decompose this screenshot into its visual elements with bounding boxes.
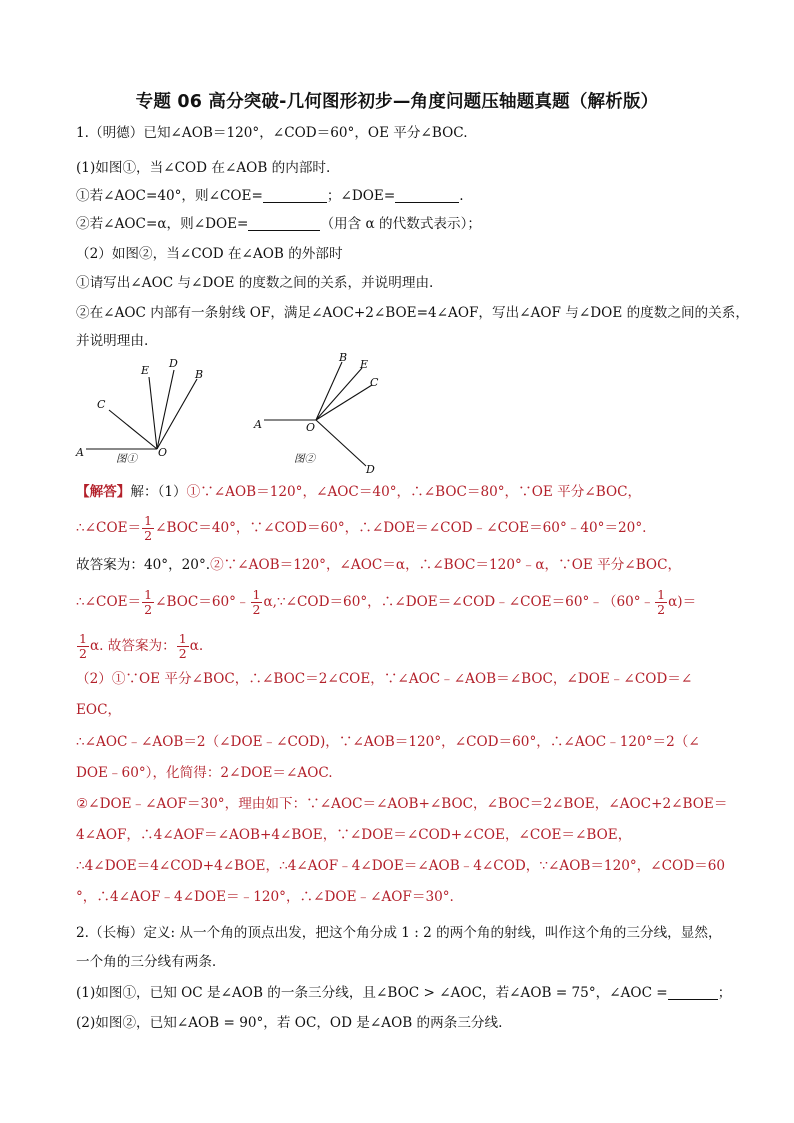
fraction-half: [177, 632, 189, 661]
fig1-label-d: D: [169, 357, 178, 370]
fig1-ray-oc: [109, 410, 157, 449]
q1-part1b-end: （用含 α 的代数式表示）；: [320, 216, 482, 232]
answer-l1-b: ①∵∠AOB＝120°，∠AOC＝40°，∴∠BOC＝80°，∵OE 平分∠BOC，: [186, 484, 642, 500]
fig1-ray-od: [157, 370, 174, 449]
page-title: 专题 06 高分突破-几何图形初步—角度问题压轴题真题（解析版）: [135, 92, 659, 112]
frac-den: 2: [79, 646, 87, 661]
answer-line-1: [76, 482, 641, 502]
answer-l1-a: 解：（1）: [130, 484, 187, 500]
fig1-label-b: B: [195, 368, 204, 381]
answer-line-4: [76, 588, 696, 617]
answer-line-9: DOE﹣60°），化简得：2∠DOE＝∠AOC.: [76, 765, 333, 781]
answer-l4-b: ∠BOC＝60°﹣: [155, 594, 250, 610]
fig1-caption: 图①: [116, 453, 137, 465]
frac-num: 1: [144, 587, 153, 602]
answer-blank-aoc[interactable]: [668, 985, 718, 1000]
q2-line-3: [76, 983, 731, 1003]
q1-part2b: ②在∠AOC 内部有一条射线 OF，满足∠AOC+2∠BOE=4∠AOF，写出∠AOF 与∠DOE 的度数之间的关系，: [76, 305, 749, 321]
fig2-label-c: C: [370, 376, 379, 389]
fig2-label-a: A: [254, 418, 262, 431]
frac-num: 1: [252, 587, 261, 602]
frac-den: 2: [657, 602, 666, 617]
fraction-half: [142, 514, 154, 543]
answer-line-10: ②∠DOE﹣∠AOF＝30°，理由如下：∵∠AOC＝∠AOB+∠BOC，∠BOC＝2∠BOE，∠AOC+2∠BOE＝: [76, 796, 728, 812]
fig2-ray-od: [316, 420, 366, 466]
fraction-half: [251, 588, 263, 617]
answer-l3-b: ②∵∠AOB＝120°，∠AOC＝α，∴∠BOC＝120°﹣α，∵OE 平分∠BOC，: [210, 557, 682, 573]
answer-l4-a: ∴∠COE＝: [76, 594, 142, 610]
fraction-half: [77, 632, 89, 661]
fig2-caption: 图②: [294, 453, 315, 465]
q1-part2: （2）如图②，当∠COD 在∠AOB 的外部时: [76, 246, 343, 262]
q1-part1b-pre: ②若∠AOC=α，则∠DOE=: [76, 216, 249, 232]
answer-line-13: °，∴4∠AOF﹣4∠DOE＝﹣120°，∴∠DOE﹣∠AOF＝30°.: [76, 889, 454, 905]
frac-num: 1: [657, 587, 666, 602]
fig1-ray-oe: [149, 377, 157, 449]
fig2-label-b: B: [339, 351, 348, 364]
answer-line-7: EOC，: [76, 702, 122, 718]
fig2-ray-oe: [316, 368, 362, 420]
answer-l5-a: α. 故答案为：: [89, 638, 176, 654]
answer-line-2: [76, 514, 646, 543]
answer-l5-b: α.: [189, 638, 204, 654]
fig1-ray-ob: [157, 379, 197, 449]
answer-l2-a: ∴∠COE＝: [76, 520, 142, 536]
frac-num: 1: [79, 631, 87, 646]
q1-part1a-pre: ①若∠AOC=40°，则∠COE=: [76, 188, 263, 204]
q2-l3-end: ；: [717, 985, 732, 1001]
answer-line-8: ∴∠AOC﹣∠AOB＝2（∠DOE﹣∠COD)，∵∠AOB＝120°，∠COD＝60°，∴∠AOC﹣120°＝2（∠: [76, 734, 700, 750]
fig2-label-o: O: [306, 421, 316, 434]
fig1-label-a: A: [76, 446, 84, 459]
answer-line-12: ∴4∠DOE＝4∠COD+4∠BOE，∴4∠AOF﹣4∠DOE＝∠AOB﹣4∠COD，∵∠AOB＝120°，∠COD＝60: [76, 858, 725, 874]
q2-line-4: (2)如图②，已知∠AOB = 90°，若 OC，OD 是∠AOB 的两条三分线.: [76, 1015, 503, 1031]
answer-line-6: （2）①∵OE 平分∠BOC，∴∠BOC＝2∠COE，∵∠AOC﹣∠AOB＝∠BOC，∠DOE﹣∠COD＝∠: [76, 671, 693, 687]
fraction-half: [142, 588, 154, 617]
q1-part2b-cont: 并说明理由.: [76, 333, 149, 349]
q1-stem: 1.（明德）已知∠AOB＝120°，∠COD＝60°，OE 平分∠BOC.: [76, 125, 468, 141]
answer-l4-c: α,∵∠COD＝60°，∴∠DOE＝∠COD﹣∠COE＝60°﹣（60°﹣: [263, 594, 655, 610]
frac-den: 2: [178, 646, 187, 661]
fig1-label-e: E: [141, 364, 150, 377]
q1-part1a-mid: ；∠DOE=: [326, 188, 396, 204]
answer-line-11: 4∠AOF，∴4∠AOF＝∠AOB+4∠BOE，∵∠DOE＝∠COD+∠COE，∠COE＝∠BOE，: [76, 827, 632, 843]
q1-part1a-end: .: [459, 188, 464, 204]
answer-line-3: [76, 555, 681, 575]
q2-l3-pre: (1)如图①，已知 OC 是∠AOB 的一条三分线，且∠BOC > ∠AOC，若∠AOB = 75°，∠AOC =: [76, 985, 668, 1001]
answer-line-5: [76, 632, 203, 661]
frac-den: 2: [144, 602, 153, 617]
q2-line-1: 2.（长梅）定义: 从一个角的顶点出发，把这个角分成 1 : 2 的两个角的射线，叫作这个角的三分线，显然，: [76, 925, 722, 941]
fraction-half: [655, 588, 667, 617]
answer-l4-d: α)＝: [668, 594, 697, 610]
answer-l2-b: ∠BOC＝40°，∵∠COD＝60°，∴∠DOE＝∠COD﹣∠COE＝60°﹣40°＝20°.: [155, 520, 647, 536]
q1-part1: (1)如图①，当∠COD 在∠AOB 的内部时.: [76, 160, 331, 176]
frac-den: 2: [252, 602, 261, 617]
frac-num: 1: [178, 631, 187, 646]
q2-line-2: 一个角的三分线有两条.: [76, 954, 217, 970]
fig2-label-d: D: [366, 463, 375, 476]
answer-tag: 【解答】: [76, 484, 131, 500]
answer-l3-a: 故答案为：40°，20°.: [76, 557, 211, 573]
q1-part2a: ①请写出∠AOC 与∠DOE 的度数之间的关系，并说明理由.: [76, 275, 434, 291]
fig1-label-c: C: [97, 398, 106, 411]
figure-2: [264, 362, 372, 466]
frac-den: 2: [144, 528, 153, 543]
frac-num: 1: [144, 513, 153, 528]
fig2-label-e: E: [360, 358, 369, 371]
fig1-label-o: O: [158, 446, 168, 459]
